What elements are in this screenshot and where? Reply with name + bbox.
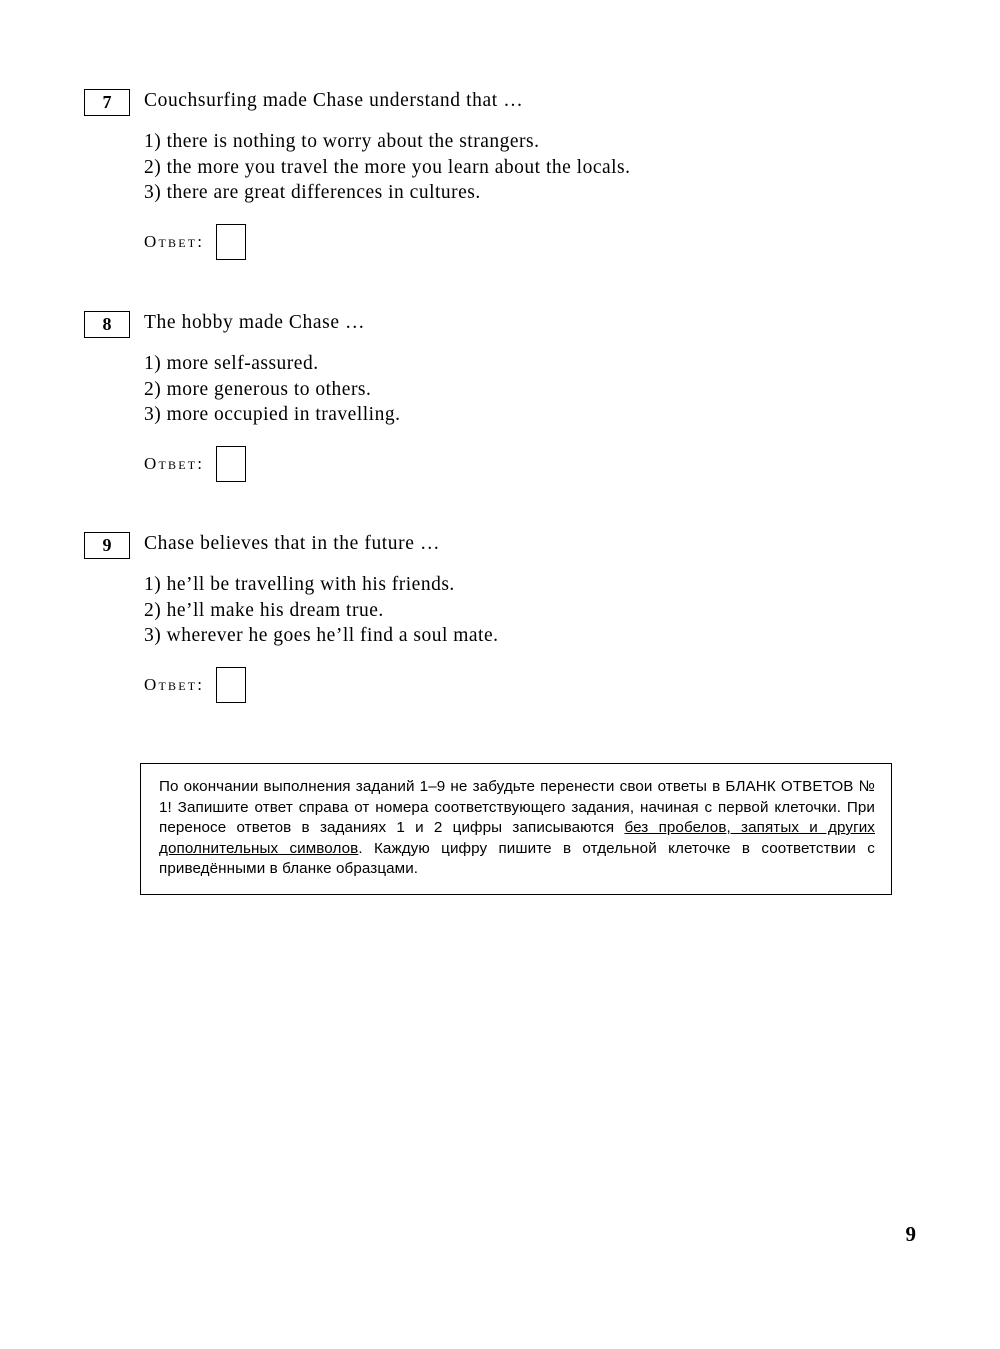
notice-text-underlined: без пробелов, запятых и других дополнительных символов xyxy=(159,819,875,857)
option-list xyxy=(144,129,914,206)
question-stem: The hobby made Chase … xyxy=(144,312,366,333)
option-item[interactable]: 3) more occupied in travelling. xyxy=(144,404,401,425)
option-item[interactable]: 2) he’ll make his dream true. xyxy=(144,599,384,621)
option-item[interactable]: 1) there is nothing to worry about the strangers. xyxy=(144,131,540,152)
option-item[interactable]: 1) he’ll be travelling with his friends. xyxy=(144,574,455,595)
option-list xyxy=(144,351,914,428)
option-item[interactable]: 2) the more you travel the more you learn about the locals. xyxy=(144,156,631,178)
question-number: 8 xyxy=(84,311,130,338)
answer-row xyxy=(144,667,914,703)
question-header xyxy=(84,88,914,116)
answer-label: Ответ: xyxy=(144,674,205,694)
answer-row xyxy=(144,446,914,482)
option-item[interactable]: 3) there are great differences in cultures. xyxy=(144,182,481,203)
transfer-answers-notice xyxy=(140,763,892,895)
question-number: 7 xyxy=(84,89,130,116)
option-list xyxy=(144,572,914,649)
answer-input-box[interactable] xyxy=(216,446,246,482)
notice-text-part2: . Каждую цифру пишите в отдельной клеточке в соответствии с приведёнными в бланке образцами. xyxy=(159,839,875,877)
question-stem: Chase believes that in the future … xyxy=(144,533,441,554)
question-block-9 xyxy=(84,531,914,703)
answer-input-box[interactable] xyxy=(216,224,246,260)
question-block-7 xyxy=(84,88,914,260)
option-item[interactable]: 1) more self-assured. xyxy=(144,353,319,374)
question-header xyxy=(84,531,914,559)
question-stem: Couchsurfing made Chase understand that … xyxy=(144,90,524,111)
option-item[interactable]: 2) more generous to others. xyxy=(144,378,372,400)
answer-label: Ответ: xyxy=(144,453,205,473)
page-number: 9 xyxy=(905,1222,916,1246)
question-block-8 xyxy=(84,310,914,482)
question-number: 9 xyxy=(84,532,130,559)
answer-input-box[interactable] xyxy=(216,667,246,703)
answer-label: Ответ: xyxy=(144,231,205,251)
notice-text-part1: По окончании выполнения заданий 1–9 не забудьте перенести свои ответы в БЛАНК ОТВЕТОВ № 1! Запишите ответ справа от номера соответствующего задания, начиная с первой клеточки. При переносе ответов в заданиях 1 и 2 цифры записываются xyxy=(159,778,875,836)
option-item[interactable]: 3) wherever he goes he’ll find a soul mate. xyxy=(144,625,499,646)
question-header xyxy=(84,310,914,338)
answer-row xyxy=(144,224,914,260)
